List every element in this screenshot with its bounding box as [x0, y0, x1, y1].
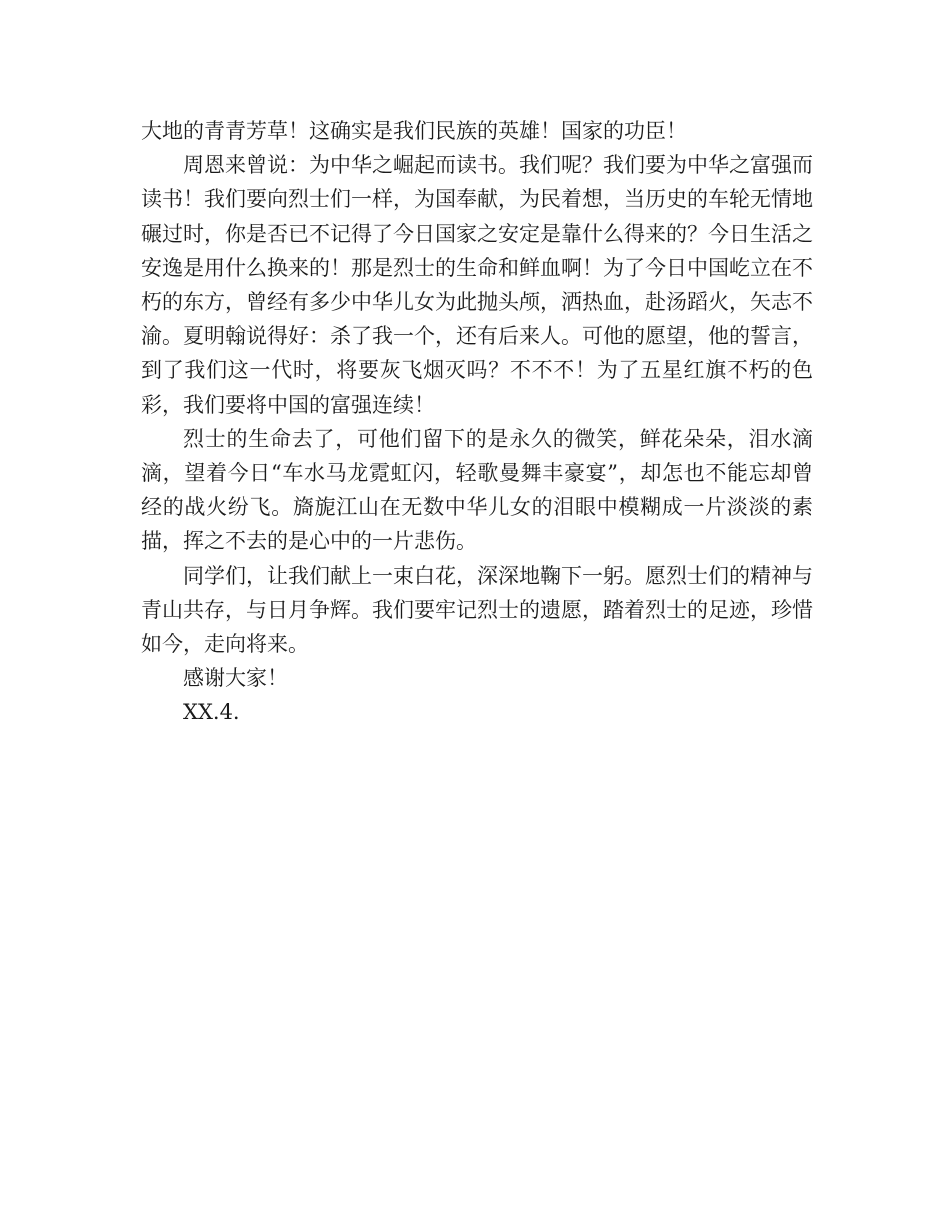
paragraph-classmates: 同学们，让我们献上一束白花，深深地鞠下一躬。愿烈士们的精神与青山共存，与日月争辉。我们要牢记烈士的遗愿，踏着烈士的足迹，珍惜如今，走向将来。 [141, 563, 813, 657]
paragraph-martyrs-smile: 烈士的生命去了，可他们留下的是永久的微笑，鲜花朵朵，泪水滴滴，望着今日“车水马龙霓虹闪，轻歌曼舞丰豪宴”，却怎也不能忘却曾经的战火纷飞。旖旎江山在无数中华儿女的泪眼中模糊成一片淡淡的素描，挥之不去的是心中的一片悲伤。 [141, 426, 813, 554]
paragraph-thanks: 感谢大家！ [183, 666, 288, 691]
paragraph-date: XX.4. [183, 700, 240, 725]
paragraph-continuation: 大地的青青芳草！这确实是我们民族的英雄！国家的功臣！ [141, 119, 687, 143]
document-body [141, 114, 813, 730]
paragraph-zhou-enlai: 周恩来曾说：为中华之崛起而读书。我们呢？我们要为中华之富强而读书！我们要向烈士们一样，为国奉献，为民着想，当历史的车轮无情地碾过时，你是否已不记得了今日国家之安定是靠什么得来的？今日生活之安逸是用什么换来的！那是烈士的生命和鲜血啊！为了今日中国屹立在不朽的东方，曾经有多少中华儿女为此抛头颅，洒热血，赴汤蹈火，矢志不渝。夏明翰说得好：杀了我一个，还有后来人。可他的愿望，他的誓言，到了我们这一代时，将要灰飞烟灭吗？不不不！为了五星红旗不朽的色彩，我们要将中国的富强连续！ [141, 153, 813, 417]
